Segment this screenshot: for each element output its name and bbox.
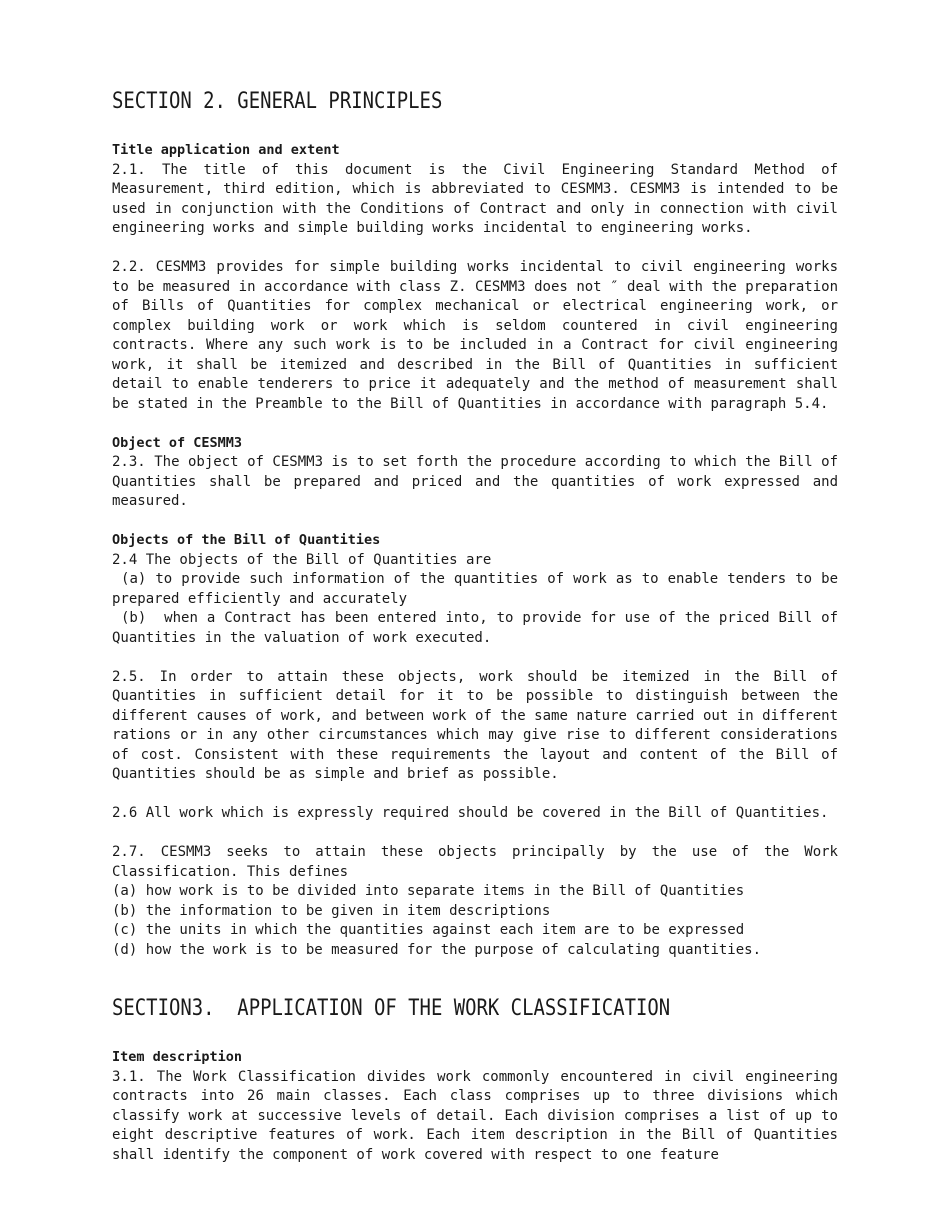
paragraph-3-1: 3.1. The Work Classification divides work commonly encountered in civil engineering contracts into 26 main classes. Each class comprises up to three divisions which classify work at successive levels of detail. Each division comprises a list of up to eight descriptive features of work. Each item description in the Bill of Quantities shall identify the component of work covered with respect to one feature — [112, 1068, 838, 1163]
paragraph-2-4-intro: 2.4 The objects of the Bill of Quantities are — [112, 551, 492, 568]
paragraph-2-4-b: (b) when a Contract has been entered into, to provide for use of the priced Bill of Quantities in the valuation of work executed. — [112, 610, 847, 646]
list-item-2-7-c: (c) the units in which the quantities against each item are to be expressed — [112, 922, 745, 938]
paragraph-2-5: 2.5. In order to attain these objects, work should be itemized in the Bill of Quantities in sufficient detail for it to be possible to distinguish between the different causes of work, and between work of the same nature carried out in different rations or in any other circumstances which may give rise to different considerations of cost. Consistent with these requirements the layout and content of the Bill of Quantities should be as simple and brief as possible. — [112, 668, 838, 782]
list-item-2-7-d: (d) how the work is to be measured for the purpose of calculating quantities. — [112, 941, 762, 958]
heading-item-description: Item description — [112, 1049, 243, 1065]
section-2-title: SECTION 2. GENERAL PRINCIPLES — [112, 89, 443, 114]
list-item-2-7-a: (a) how work is to be divided into separate items in the Bill of Quantities — [112, 883, 745, 899]
paragraph-2-3: 2.3. The object of CESMM3 is to set forth the procedure according to which the Bill of Quantities shall be prepared and priced and the quantities of work expressed and measured. — [112, 454, 838, 509]
paragraph-2-1: 2.1. The title of this document is the Civil Engineering Standard Method of Measurement, third edition, which is abbreviated to CESMM3. CESMM3 is intended to be used in conjunction with the Conditions of Contract and only in connection with civil engineering works and simple building works incidental to engineering works. — [112, 161, 838, 236]
paragraph-2-7: 2.7. CESMM3 seeks to attain these objects principally by the use of the Work Classification. This defines — [112, 844, 838, 880]
heading-title-application: Title application and extent — [112, 142, 340, 158]
paragraph-2-2: 2.2. CESMM3 provides for simple building works incidental to civil engineering works to be measured in accordance with class Z. CESMM3 does not ″ deal with the preparation of Bills of Quantities for complex mechanical or electrical engineering work, or complex building work or work which is seldom countered in civil engineering contracts. Where any such work is to be included in a Contract for civil engineering work, it shall be itemized and described in the Bill of Quantities in sufficient detail to enable tenderers to price it adequately and the method of measurement shall be stated in the Preamble to the Bill of Quantities in accordance with paragraph 5.4. — [112, 259, 838, 412]
paragraph-2-6: 2.6 All work which is expressly required should be covered in the Bill of Quantities. — [112, 805, 829, 821]
list-item-2-7-b: (b) the information to be given in item descriptions — [112, 902, 551, 919]
heading-object-cesmm3: Object of CESMM3 — [112, 434, 243, 451]
document-page — [112, 88, 847, 1165]
heading-objects-boq: Objects of the Bill of Quantities — [112, 532, 381, 548]
paragraph-2-4-a: (a) to provide such information of the quantities of work as to enable tenders to be prepared efficiently and accurately — [112, 571, 847, 607]
section-3-title: SECTION3. APPLICATION OF THE WORK CLASSIFICATION — [112, 996, 671, 1021]
